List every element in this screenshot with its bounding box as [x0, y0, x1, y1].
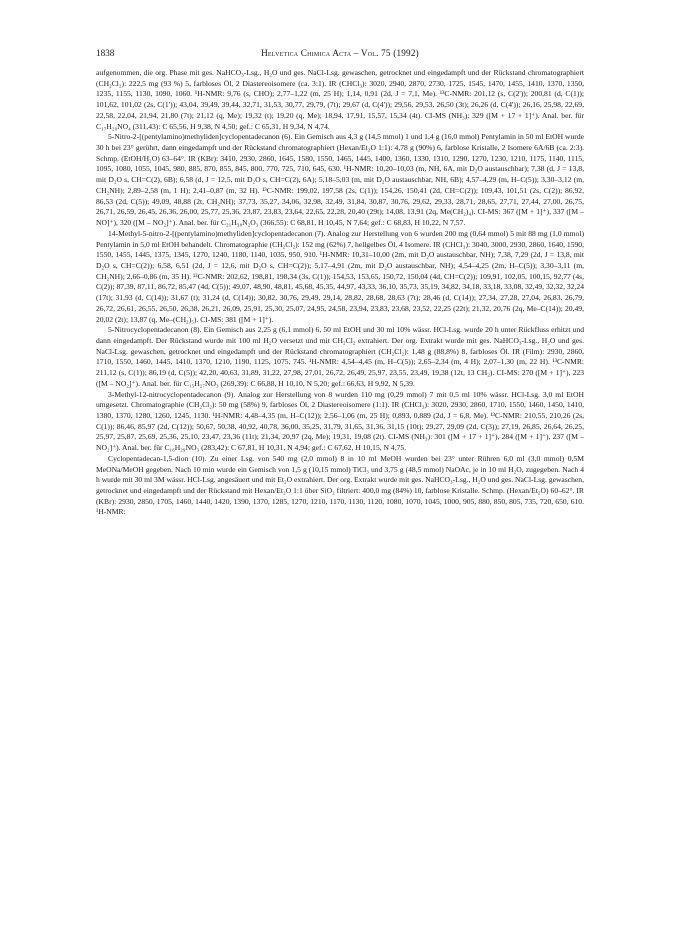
paragraph-compound-9: 3-Methyl-12-nitrocyclopentadecanon (9). Analog zur Herstellung von 8 wurden 110 mg (0,29 mmol) 7 mit 0,5 ml 10% wässr. HCl-Lsg. 3,0 ml EtOH umgesetzt. Chromatographie (CH₂Cl₂): 50 mg (58%) 9, farbloses Öl, 2 Diastereoisomere (1:1). IR (CHCl₃): 3020, 2930, 2860, 1710, 1550, 1460, 1450, 1410, 1380, 1370, 1280, 1260, 1245, 1130. ¹H-NMR: 4,48–4,35 (m, H–C(12)); 2,56–1,06 (m, 25 H); 0,893, 0,889 (2d, J = 6,8, Me). ¹³C-NMR: 210,55, 210,26 (2s, C(1)); 86,46, 85,97 (2d, C(12)); 50,67, 50,38, 40,92, 40,78, 36,00, 35,25, 31,79, 31,65, 31,36, 31,15 (10t); 29,27, 29,09 (2d, C(3)); 27,19, 26,85, 26,64, 26,25, 25,97, 25,87, 25,69, 25,36, 25,10, 23,47, 23,36 (11t); 21,34, 20,97 (2q, Me); 19,31, 19,08 (2t). CI-MS (NH₃): 301 ([M + 17 + 1]⁺), 284 ([M + 1]⁺), 237 ([M – NO₂]⁺). Anal. ber. für C₁₆H₂₉NO₃ (283,42): C 67,81, H 10,31, N 4,94; gef.: C 67,62, H 10,15, N 4,75.: [96, 389, 584, 453]
body-text: [96, 68, 584, 518]
paragraph-compound-10: Cyclopentadecan-1,5-dion (10). Zu einer Lsg. von 540 mg (2,0 mmol) 8 in 10 ml MeOH wurden bei 23° unter Rühren 6,0 ml (3,0 mmol) 0,5M MeONa/MeOH gegeben. Nach 10 min wurde ein Gemisch von 1,5 g (10,15 mmol) TiCl₃ und 3,75 g (48,5 mmol) NaOAc, je in 10 ml H₂O, zugegeben. Nach 4 h wurde mit 30 ml 3M wässr. HCl-Lsg. angesäuert und mit Et₂O extrahiert. Der org. Extrakt wurde mit ges. NaHCO₃-Lsg., H₂O und ges. NaCl-Lsg. gewaschen, getrocknet und eingedampft und der Rückstand mit Hexan/Et₂O 1:1 über SiO₂ filtriert: 400,0 mg (84%) 10, farblose Kristalle. Schmp. (Hexan/Et₂O) 60–62°. IR (KBr): 2930, 2850, 1705, 1460, 1440, 1420, 1390, 1370, 1285, 1270, 1210, 1170, 1130, 1120, 1080, 1070, 1045, 1000, 905, 880, 850, 805, 735, 720, 650, 610. ¹H-NMR:: [96, 453, 584, 517]
paragraph-compound-6: 5-Nitro-2-[(pentylamino)methyliden]cyclopentadecanon (6). Ein Gemisch aus 4,3 g (14,5 mmol) 1 und 1,4 g (16,0 mmol) Pentylamin in 50 ml EtOH wurde 30 h bei 23° gerührt, dann eingedampft und der Rückstand chromatographiert (Hexan/Et₂O 1:1): 4,78 g (90%) 6, farblose Kristalle, 2 Isomere 6A/6B (ca. 2:3). Schmp. (EtOH/H₂O) 63–64°. IR (KBr): 3410, 2930, 2860, 1645, 1580, 1550, 1465, 1445, 1400, 1360, 1330, 1310, 1290, 1270, 1230, 1210, 1175, 1140, 1115, 1095, 1080, 1055, 1045, 980, 885, 870, 855, 845, 800, 770, 725, 710, 645, 630. ¹H-NMR: 10,20–10,03 (m, NH, 6A, mit D₂O austauschbar); 7,38 (d, J = 13,8, mit D₂O s, CH=C(2), 6B); 6,58 (d, J = 12,5, mit D₂O s, CH=C(2), 6A); 5,18–5,03 (m, mit D₂O austauschbar, NH, 6B); 4,57–4,29 (m, H–C(5)); 3,30–3,12 (m, CH₂NH); 2,89–2,58 (m, 1 H); 2,41–0,87 (m, 32 H). ¹³C-NMR: 199,02, 197,58 (2s, C(1)); 154,26, 150,41 (2d, CH=C(2)); 109,43, 101,51 (2s, C(2)); 86,92, 86,53 (2d, C(5)); 49,09, 48,88 (2t, CH₂NH); 37,73, 35,27, 34,06, 32,98, 32,49, 31,84, 30,87, 30,76, 29,62, 29,33, 28,71, 28,65, 27,71, 27,44, 27,00, 26,75, 26,71, 26,59, 26,45, 26,36, 26,00, 25,77, 25,36, 23,87, 23,83, 23,64, 22,65, 22,28, 20,40 (29t); 14,08, 13,91 (2q, Me(CH₂)₄). CI-MS: 367 ([M + 1]⁺), 337 ([M – NO]⁺), 320 ([M – NO₂]⁺). Anal. ber. für C₂₁H₃₈N₂O₃ (366,55): C 68,81, H 10,45, N 7,64; gef.: C 68,83, H 10,22, N 7,57.: [96, 132, 584, 228]
paragraph-compound-8: 5-Nitrocyclopentadecanon (8). Ein Gemisch aus 2,25 g (6,1 mmol) 6, 50 ml EtOH und 30 ml 10% wässr. HCl-Lsg. wurde 20 h unter Rückfluss erhitzt und dann eingedampft. Der Rückstand wurde mit 100 ml H₂O versetzt und mit CH₂Cl₂ extrahiert. Der org. Extrakt wurde mit ges. NaHCO₃-Lsg., H₂O und ges. NaCl-Lsg. gewaschen, getrocknet und eingedampft und der Rückstand chromatographiert (CH₂Cl₂): 1,48 g (88,8%) 8, farbloses Öl. IR (Film): 2930, 2860, 1710, 1550, 1460, 1445, 1410, 1370, 1210, 1190, 1125, 1075, 745. ¹H-NMR: 4,54–4,45 (m, H–C(5)); 2,65–2,34 (m, 4 H); 2,07–1,30 (m, 22 H). ¹³C-NMR: 211,12 (s, C(1)); 86,19 (d, C(5)); 42,20, 40,63, 31,89, 31,22, 27,98, 27,01, 26,72, 26,49, 25,97, 23,55, 23,49, 19,38 (12t, 13 CH₂). CI-MS: 270 ([M + 1]⁺), 223 ([M – NO₂]⁺). Anal. ber. für C₁₅H₂₇NO₃ (269,39): C 66,88, H 10,10, N 5,20; gef.: 66,63, H 9,92, N 5,39.: [96, 325, 584, 388]
running-header: [96, 46, 584, 60]
journal-title: Helvetica Chimica Acta – Vol. 75 (1992): [261, 48, 419, 58]
paragraph-compound-5-data: aufgenommen, die org. Phase mit ges. NaHCO₃-Lsg., H₂O und ges. NaCl-Lsg. gewaschen, getrocknet und eingedampft und der Rückstand chromatographiert (CH₂Cl₂): 222,5 mg (93 %) 5, farbloses Öl, 2 Diastereoisomere (ca. 3:1). IR (CHCl₃): 3020, 2940, 2870, 2730, 1725, 1545, 1470, 1455, 1410, 1370, 1350, 1235, 1155, 1130, 1090, 1060. ¹H-NMR: 9,76 (s, CHO); 2,77–1,22 (m, 25 H); 1,14, 0,91 (2d, J = 7,1, Me). ¹³C-NMR: 201,12 (s, C(2')); 200,81 (d, C(1)); 101,62, 101,02 (2s, C(1')); 43,04, 39,49, 39,44, 32,71, 31,53, 30,77, 29,79, (7t); 29,67 (d, C(4')); 29,56, 29,53, 26,50 (3t); 26,26 (d, C(4')); 26,16, 25,98, 22,69, 22,58, 22,04, 21,94, 21,80 (7t); 21,12 (q, Me); 19,32 (t); 19,20 (q, Me); 18,94, 17,91, 15,57, 15,34 (4t). CI-MS (NH₃): 329 ([M + 17 + 1]⁺). Anal. ber. für C₁₇H₂₉NO₄ (311,43): C 65,56, H 9,38, N 4,50; gef.: C 65,31, H 9,34, N 4,74.: [96, 68, 584, 131]
paragraph-compound-7: 14-Methyl-5-nitro-2-[(pentylamino)methyliden]cyclopentadecanon (7). Analog zur Herstellung von 6 wurden 200 mg (0,64 mmol) 5 mit 88 mg (1,0 mmol) Pentylamin in 5,0 ml EtOH behandelt. Chromatographie (CH₂Cl₂): 152 mg (62%) 7, hellgelbes Öl, 4 Isomere. IR (CHCl₃): 3040, 3000, 2930, 2860, 1640, 1590, 1550, 1455, 1445, 1375, 1345, 1270, 1240, 1180, 1140, 1035, 950, 910. ¹H-NMR: 10,31–10,00 (2m, mit D₂O austauschbar, NH); 7,38, 7,29 (2d, J = 13,8, mit D₂O s, CH=C(2)); 6,58, 6,51 (2d, J = 12,6, mit D₂O s, CH=C(2)); 5,17–4,91 (2m, mit D₂O austauschbar, NH); 4,54–4,25 (2m, H–C(5)); 3,30–3,11 (m, CH₂NH); 2,66–0,86 (m, 35 H). ¹³C-NMR: 202,62, 198,81, 198,34 (3s, C(1)); 154,53, 153,65, 150,72, 150,04 (4d, CH=C(2)); 109,91, 102,05, 100,15, 92,77 (4s, C(2)); 87,39, 87,11, 86,72, 85,47 (4d, C(5)); 49,07, 48,90, 48,81, 45,68, 45,35, 44,97, 43,33, 36,10, 35,73, 35,19, 34,82, 34,18, 33,18, 33,08, 32,49, 32,32, 32,24 (17t); 31,93 (d, C(14)); 31,67 (t); 31,24 (d, C(14)); 30,82, 30,76, 29,49, 29,14, 28,82, 28,68, 28,63 (7t); 28,46 (d, C(14)); 27,34, 27,28, 27,04, 26,83, 26,79, 26,72, 26,61, 26,55, 26,50, 26,38, 26,21, 26,09, 25,91, 25,30, 25,07, 24,95, 24,58, 23,94, 23,83, 23,68, 23,52, 22,25 (22t); 21,32, 20,76 (2q, Me–C(14)); 20,49, 20,02 (2t); 13,87 (q, Me–(CH₂)₅). CI-MS: 381 ([M + 1]⁺).: [96, 228, 584, 324]
page-number: 1838: [96, 48, 115, 58]
